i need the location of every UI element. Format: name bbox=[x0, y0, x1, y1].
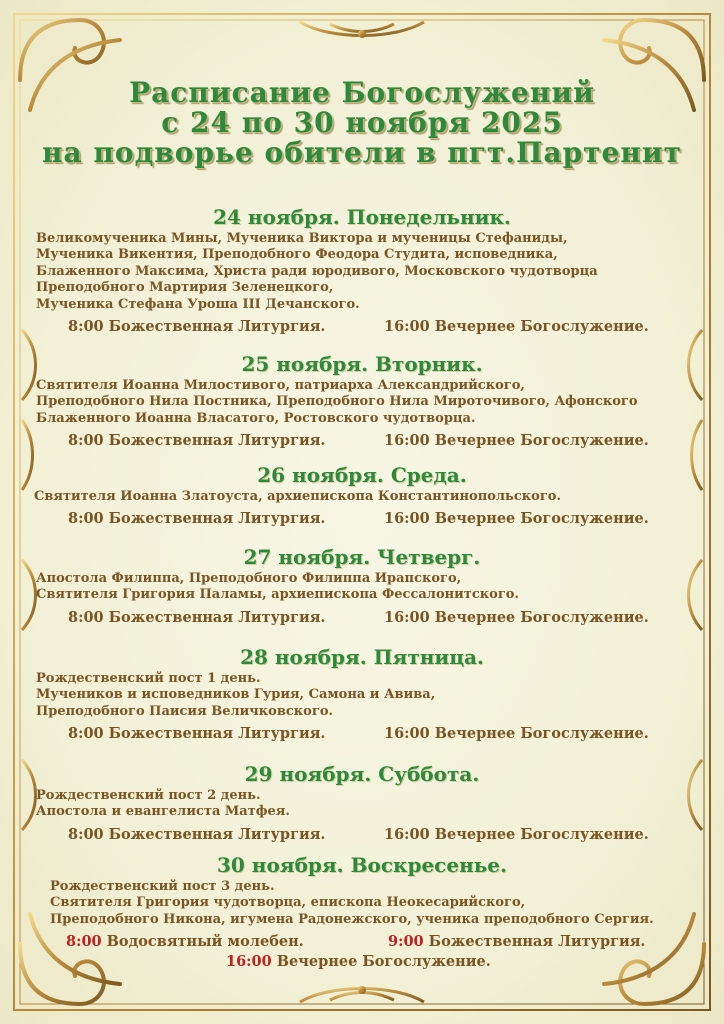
service-time: 9:00 bbox=[388, 933, 424, 951]
services-row bbox=[0, 318, 724, 338]
saints-list bbox=[36, 571, 724, 604]
saint-line: Святителя Григория Паламы, архиепископа Фессалонитского. bbox=[36, 587, 519, 603]
day-block-wednesday bbox=[0, 463, 724, 530]
service-morning: 8:00 Божественная Литургия. bbox=[68, 608, 326, 626]
saint-line: Мучеников и исповедников Гурия, Самона и Авива, bbox=[36, 687, 436, 703]
title-line-2: с 24 по 30 ноября 2025 bbox=[161, 106, 563, 139]
saint-line: Преподобного Паисия Величковского. bbox=[36, 703, 334, 719]
page-title bbox=[0, 78, 724, 168]
day-title: 25 ноября. Вторник. bbox=[241, 352, 483, 376]
day-title: 28 ноября. Пятница. bbox=[240, 645, 484, 669]
saint-line: Преподобного Никона, игумена Радонежского, ученика преподобного Сергия. bbox=[50, 911, 654, 927]
service-evening: 16:00 Вечернее Богослужение. bbox=[384, 608, 649, 626]
saint-line: Рождественский пост 1 день. bbox=[36, 671, 261, 686]
day-block-sunday bbox=[0, 853, 724, 973]
title-line-1: Расписание Богослужений bbox=[129, 76, 595, 109]
service-morning: 8:00 Божественная Литургия. bbox=[68, 825, 326, 843]
service-text: Божественная Литургия. bbox=[423, 933, 646, 951]
saints-list bbox=[36, 671, 724, 720]
saint-line: Блаженного Иоанна Власатого, Ростовского чудотворца. bbox=[36, 410, 476, 426]
service-evening: 16:00 Вечернее Богослужение. bbox=[384, 725, 649, 743]
saint-line: Преподобного Нила Постника, Преподобного Нила Мироточивого, Афонского bbox=[36, 394, 638, 410]
services-row-2 bbox=[0, 953, 724, 973]
saint-line: Святителя Григория чудотворца, епископа Неокесарийского, bbox=[50, 895, 526, 911]
services-row bbox=[0, 826, 724, 846]
services-row bbox=[0, 933, 724, 953]
day-block-monday bbox=[0, 205, 724, 338]
service-time: 8:00 bbox=[66, 933, 102, 951]
service-evening: 16:00 Вечернее Богослужение. bbox=[384, 825, 649, 843]
services-row bbox=[0, 432, 724, 452]
saint-line: Мученика Викентия, Преподобного Феодора Студита, исповедника, bbox=[36, 247, 558, 263]
saint-line: Блаженного Максима, Христа ради юродивого, Московского чудотворца bbox=[36, 263, 598, 279]
service-evening: 16:00 Вечернее Богослужение. bbox=[384, 318, 649, 336]
services-row bbox=[0, 725, 724, 745]
saint-line: Рождественский пост 2 день. bbox=[36, 788, 261, 803]
saint-line: Святителя Иоанна Милостивого, патриарха Александрийского, bbox=[36, 378, 525, 393]
saints-list bbox=[36, 231, 724, 313]
day-title: 30 ноября. Воскресенье. bbox=[217, 853, 507, 877]
service-text: Вечернее Богослужение. bbox=[271, 953, 491, 971]
day-block-tuesday bbox=[0, 352, 724, 452]
services-row bbox=[0, 609, 724, 629]
service-evening bbox=[226, 953, 491, 971]
saint-line: Апостола Филиппа, Преподобного Филиппа Ирапского, bbox=[36, 571, 462, 586]
day-block-friday bbox=[0, 645, 724, 745]
service-text: Водосвятный молебен. bbox=[101, 933, 304, 951]
saint-line: Рождественский пост 3 день. bbox=[50, 879, 275, 894]
saints-list bbox=[36, 378, 724, 427]
service-morning: 8:00 Божественная Литургия. bbox=[68, 510, 326, 528]
saints-list bbox=[34, 489, 724, 505]
day-block-thursday bbox=[0, 545, 724, 629]
day-title: 29 ноября. Суббота. bbox=[244, 762, 480, 786]
saints-list bbox=[36, 788, 724, 821]
day-title: 26 ноября. Среда. bbox=[257, 463, 467, 487]
day-block-saturday bbox=[0, 762, 724, 846]
service-evening: 16:00 Вечернее Богослужение. bbox=[384, 510, 649, 528]
service-morning: 8:00 Божественная Литургия. bbox=[68, 432, 326, 450]
saints-list bbox=[50, 879, 724, 928]
saint-line: Мученика Стефана Уроша III Дечанского. bbox=[36, 296, 360, 312]
saint-line: Преподобного Мартирия Зеленецкого, bbox=[36, 280, 334, 296]
title-line-3: на подворье обители в пгт.Партенит bbox=[42, 136, 682, 169]
service-moleben bbox=[66, 933, 304, 951]
service-liturgy bbox=[388, 933, 645, 951]
service-morning: 8:00 Божественная Литургия. bbox=[68, 318, 326, 336]
service-time: 16:00 bbox=[226, 953, 272, 971]
saint-line: Святителя Иоанна Златоуста, архиепископа Константинопольского. bbox=[34, 489, 562, 504]
service-morning: 8:00 Божественная Литургия. bbox=[68, 725, 326, 743]
services-row bbox=[0, 510, 724, 530]
saint-line: Апостола и евангелиста Матфея. bbox=[36, 804, 290, 820]
day-title: 24 ноября. Понедельник. bbox=[213, 205, 511, 229]
day-title: 27 ноября. Четверг. bbox=[243, 545, 481, 569]
service-evening: 16:00 Вечернее Богослужение. bbox=[384, 432, 649, 450]
saint-line: Великомученика Мины, Мученика Виктора и мученицы Стефаниды, bbox=[36, 231, 568, 246]
